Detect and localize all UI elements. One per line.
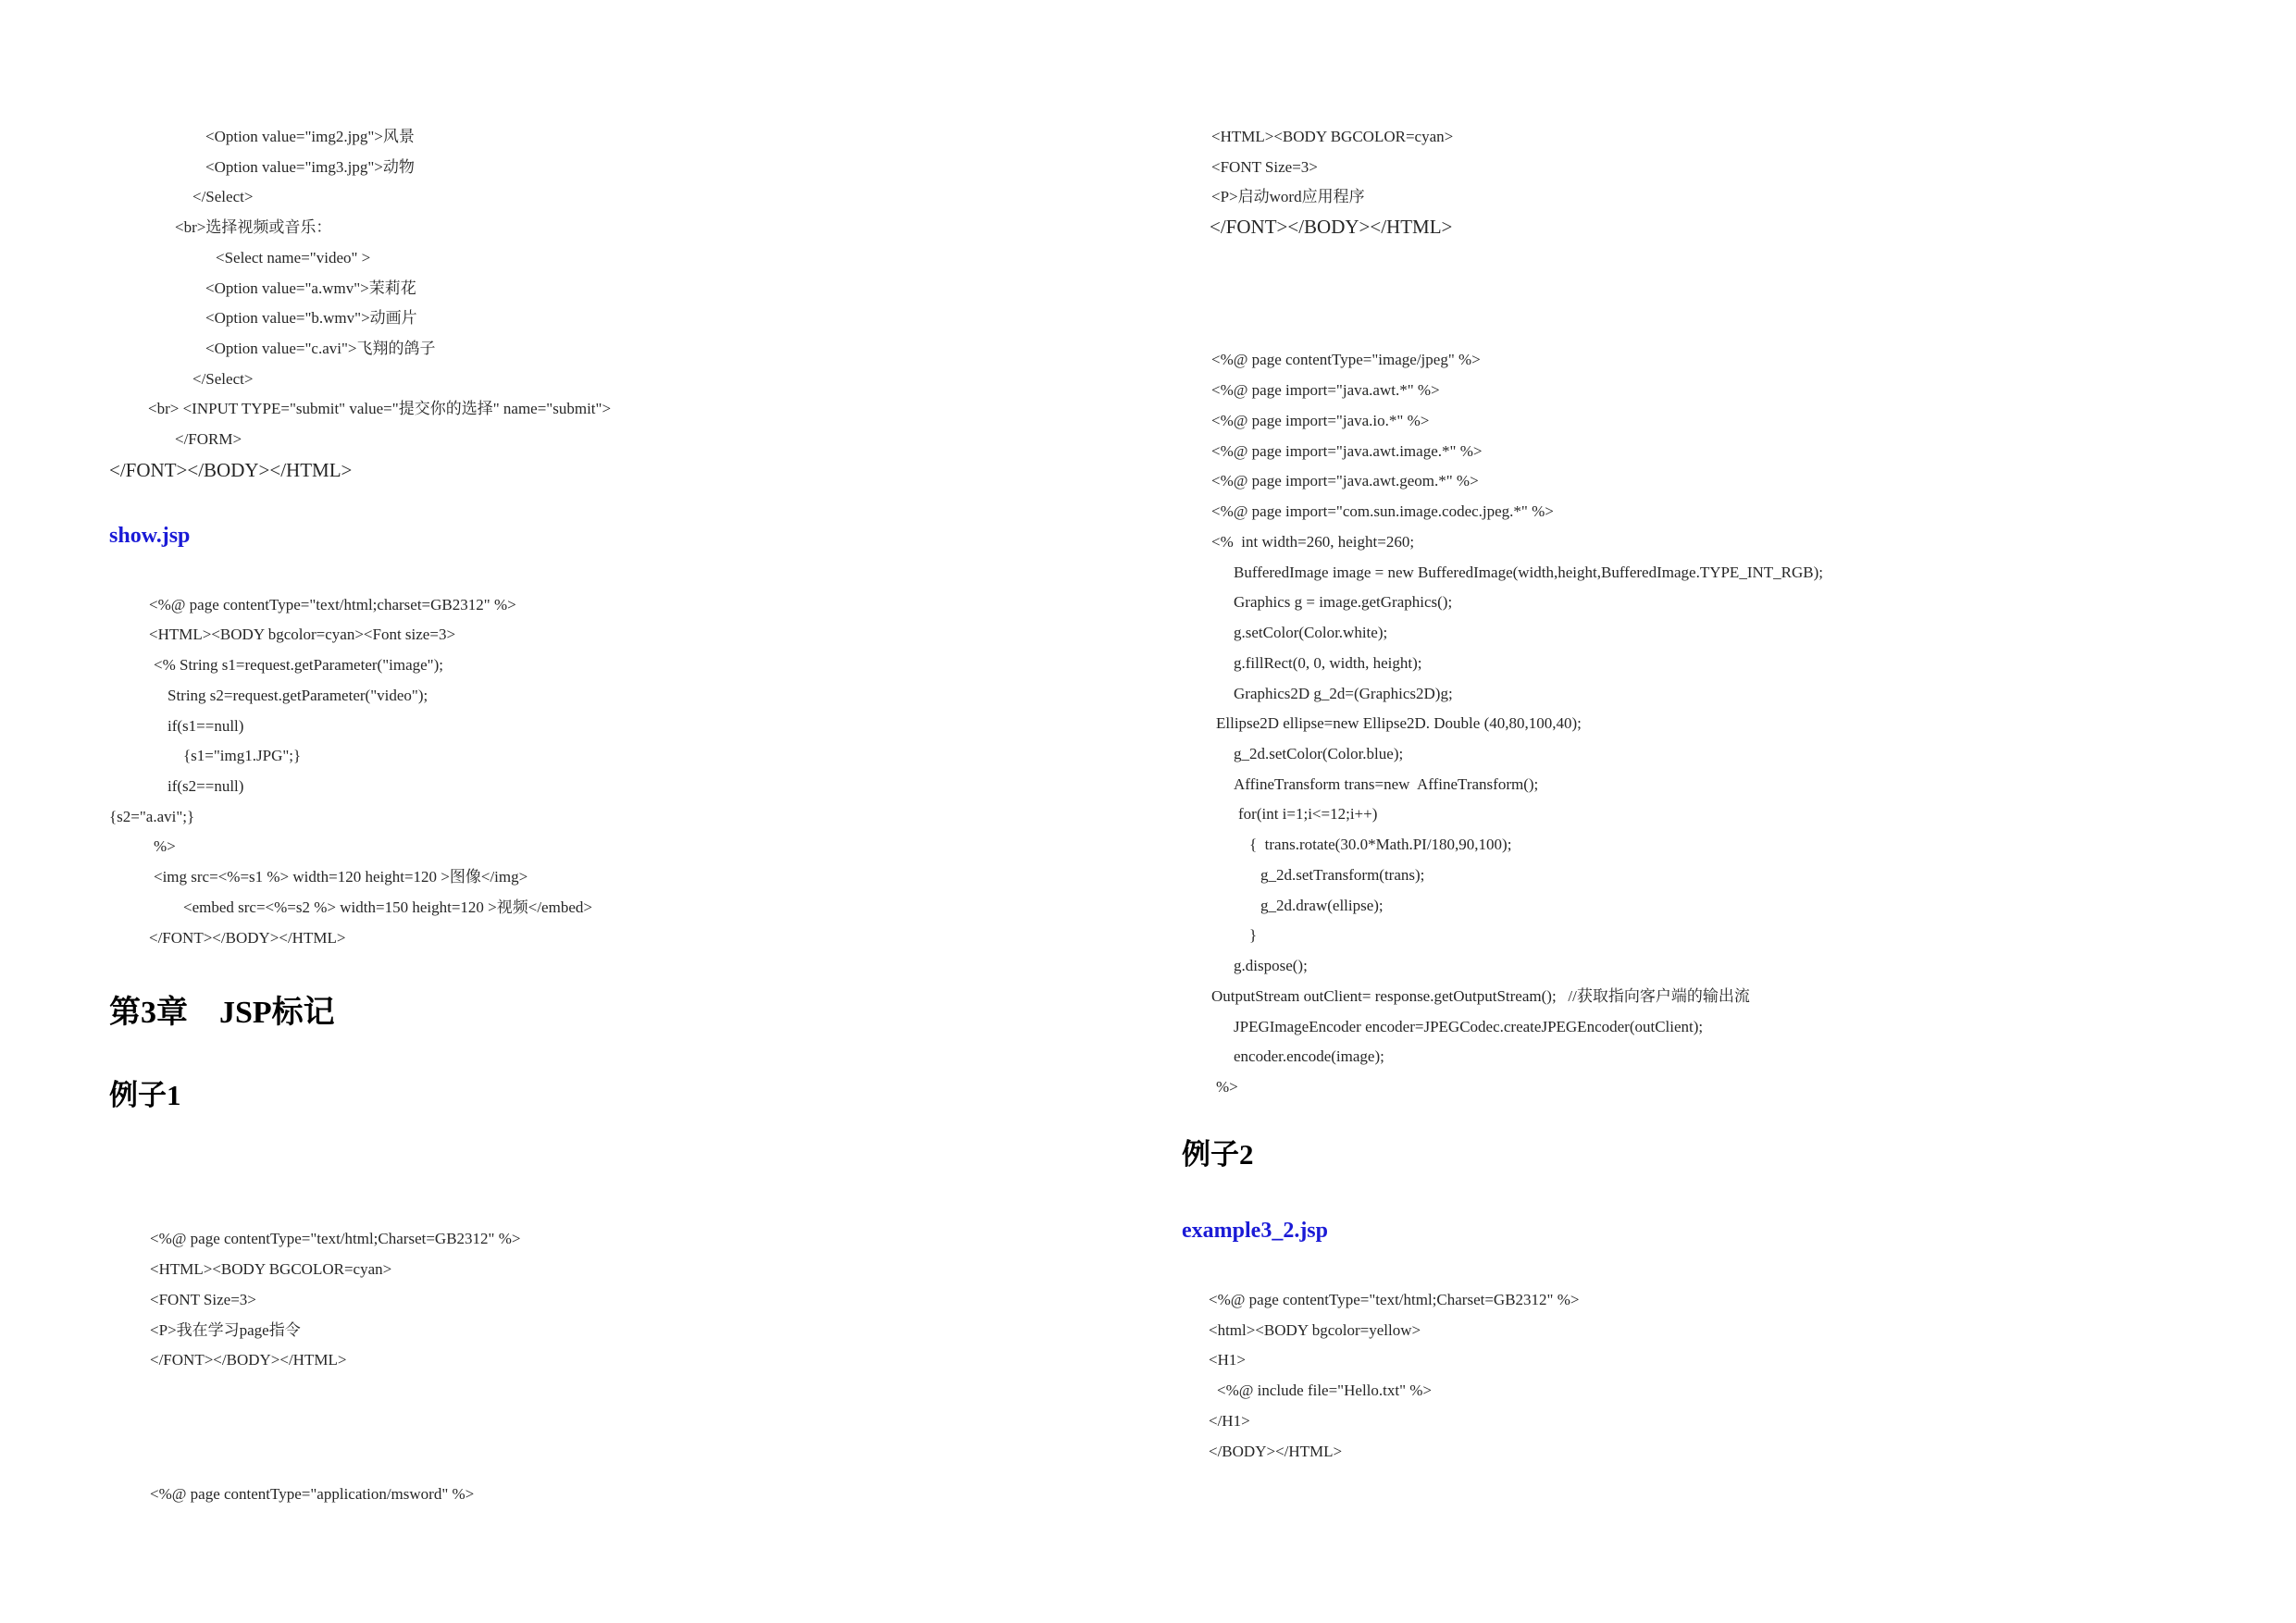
code-line: <%@ page import="java.io.*" %> (1211, 412, 1430, 429)
code-line: {s1="img1.JPG";} (183, 747, 302, 764)
code-line: g.dispose(); (1234, 957, 1308, 974)
code-line: <HTML><BODY BGCOLOR=cyan> (150, 1260, 392, 1278)
code-line: String s2=request.getParameter("video"); (168, 687, 428, 704)
code-line: <br> <INPUT TYPE="submit" value="提交你的选择" name="submit"> (148, 400, 612, 417)
filename-heading: show.jsp (109, 524, 191, 548)
code-line: <HTML><BODY BGCOLOR=cyan> (1211, 128, 1454, 145)
code-line: </FONT></BODY></HTML> (149, 929, 346, 947)
code-line: Graphics g = image.getGraphics(); (1234, 593, 1453, 611)
code-line: <%@ page contentType="text/html;charset=GB2312" %> (149, 596, 516, 613)
code-line: <Option value="img3.jpg">动物 (205, 158, 415, 176)
filename-heading: example3_2.jsp (1182, 1219, 1328, 1243)
code-line: <Option value="a.wmv">茉莉花 (205, 279, 416, 297)
code-line: <%@ page import="java.awt.geom.*" %> (1211, 472, 1479, 489)
code-line: </BODY></HTML> (1209, 1443, 1343, 1460)
code-line: <%@ page contentType="application/msword" %> (150, 1485, 475, 1503)
code-line: <html><BODY bgcolor=yellow> (1209, 1321, 1421, 1339)
code-line: <%@ page contentType="text/html;Charset=GB2312" %> (1209, 1291, 1580, 1308)
code-line: </FORM> (175, 430, 242, 448)
code-line: encoder.encode(image); (1234, 1047, 1384, 1065)
example-title: 例子1 (109, 1079, 181, 1111)
example-title: 例子2 (1182, 1138, 1254, 1171)
code-line: <br>选择视频或音乐： (175, 218, 332, 236)
code-line: <Option value="img2.jpg">风景 (205, 128, 415, 145)
code-line: OutputStream outClient= response.getOutputStream(); //获取指向客户端的输出流 (1211, 987, 1750, 1005)
code-line: g_2d.draw(ellipse); (1260, 897, 1384, 914)
right-page (1148, 0, 2295, 1623)
code-line: %> (154, 837, 176, 855)
code-line: <embed src=<%=s2 %> width=150 height=120 >视频</embed> (183, 898, 592, 916)
code-line: JPEGImageEncoder encoder=JPEGCodec.createJPEGEncoder(outClient); (1234, 1018, 1704, 1035)
code-line: {s2="a.avi";} (109, 808, 195, 825)
code-line: if(s2==null) (168, 777, 244, 795)
code-line: <%@ include file="Hello.txt" %> (1217, 1381, 1433, 1399)
code-line: g.fillRect(0, 0, width, height); (1234, 654, 1422, 672)
code-line: <P>我在学习page指令 (150, 1321, 301, 1339)
code-line: <FONT Size=3> (150, 1291, 256, 1308)
code-line: g_2d.setColor(Color.blue); (1234, 745, 1404, 762)
code-line: </Select> (192, 370, 254, 388)
code-line: <FONT Size=3> (1211, 158, 1318, 176)
code-line: </FONT></BODY></HTML> (150, 1351, 347, 1369)
code-line: </FONT></BODY></HTML> (109, 459, 353, 481)
code-line: <%@ page import="java.awt.image.*" %> (1211, 442, 1483, 460)
code-line: <Select name="video" > (216, 249, 371, 266)
code-line: if(s1==null) (168, 717, 244, 735)
code-line: g_2d.setTransform(trans); (1260, 866, 1425, 884)
code-line: <%@ page import="java.awt.*" %> (1211, 381, 1440, 399)
code-line: Ellipse2D ellipse=new Ellipse2D. Double (40,80,100,40); (1216, 714, 1582, 732)
code-line: <HTML><BODY bgcolor=cyan><Font size=3> (149, 626, 456, 643)
code-line: <img src=<%=s1 %> width=120 height=120 >图像</img> (154, 868, 528, 886)
code-line: <% int width=260, height=260; (1211, 533, 1415, 551)
code-line: for(int i=1;i<=12;i++) (1238, 805, 1378, 823)
code-line: <%@ page contentType="text/html;Charset=GB2312" %> (150, 1230, 521, 1247)
code-line: </Select> (192, 188, 254, 205)
code-line: <H1> (1209, 1351, 1246, 1369)
code-line: <Option value="c.avi">飞翔的鸽子 (205, 340, 436, 357)
chapter-title: 第3章 JSP标记 (109, 996, 335, 1030)
code-line: <P>启动word应用程序 (1211, 188, 1365, 205)
code-line: { trans.rotate(30.0*Math.PI/180,90,100); (1249, 836, 1512, 853)
code-line: Graphics2D g_2d=(Graphics2D)g; (1234, 685, 1453, 702)
code-line: <% String s1=request.getParameter("image"); (154, 656, 443, 674)
code-line: <%@ page contentType="image/jpeg" %> (1211, 351, 1481, 368)
code-line: </H1> (1209, 1412, 1250, 1430)
code-line: %> (1216, 1078, 1238, 1096)
code-line: AffineTransform trans=new AffineTransform(); (1234, 775, 1539, 793)
code-line: </FONT></BODY></HTML> (1210, 216, 1453, 238)
code-line: g.setColor(Color.white); (1234, 624, 1388, 641)
code-line: <Option value="b.wmv">动画片 (205, 309, 417, 327)
code-line: BufferedImage image = new BufferedImage(width,height,BufferedImage.TYPE_INT_RGB); (1234, 564, 1823, 581)
code-line: } (1249, 926, 1258, 944)
code-line: <%@ page import="com.sun.image.codec.jpeg.*" %> (1211, 502, 1554, 520)
